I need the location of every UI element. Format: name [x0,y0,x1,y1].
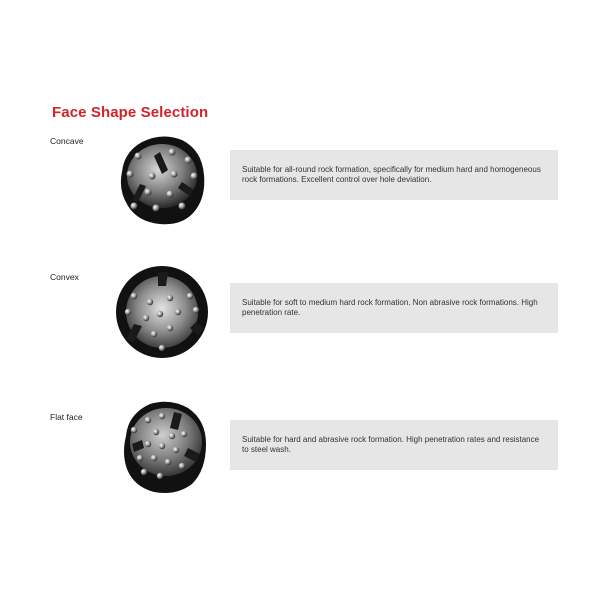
description-concave: Suitable for all-round rock formation, specifically for medium hard and homogeneous rock formations. Excellent control over hole deviation. [242,164,541,184]
row-label-concave: Concave [50,136,84,146]
description-box-concave [230,150,558,200]
description-box-flat-face [230,420,558,470]
row-label-convex: Convex [50,272,79,282]
concave-bit-icon [112,130,212,230]
description-convex: Suitable for soft to medium hard rock formation. Non abrasive rock formations. High penetration rate. [242,297,538,317]
page-title: Face Shape Selection [52,104,209,121]
description-flat-face: Suitable for hard and abrasive rock formation. High penetration rates and resistance to steel wash. [242,434,540,454]
description-box-convex [230,283,558,333]
flat-face-bit-icon [114,396,214,496]
row-label-flat-face: Flat face [50,412,83,422]
convex-bit-icon [112,262,212,362]
